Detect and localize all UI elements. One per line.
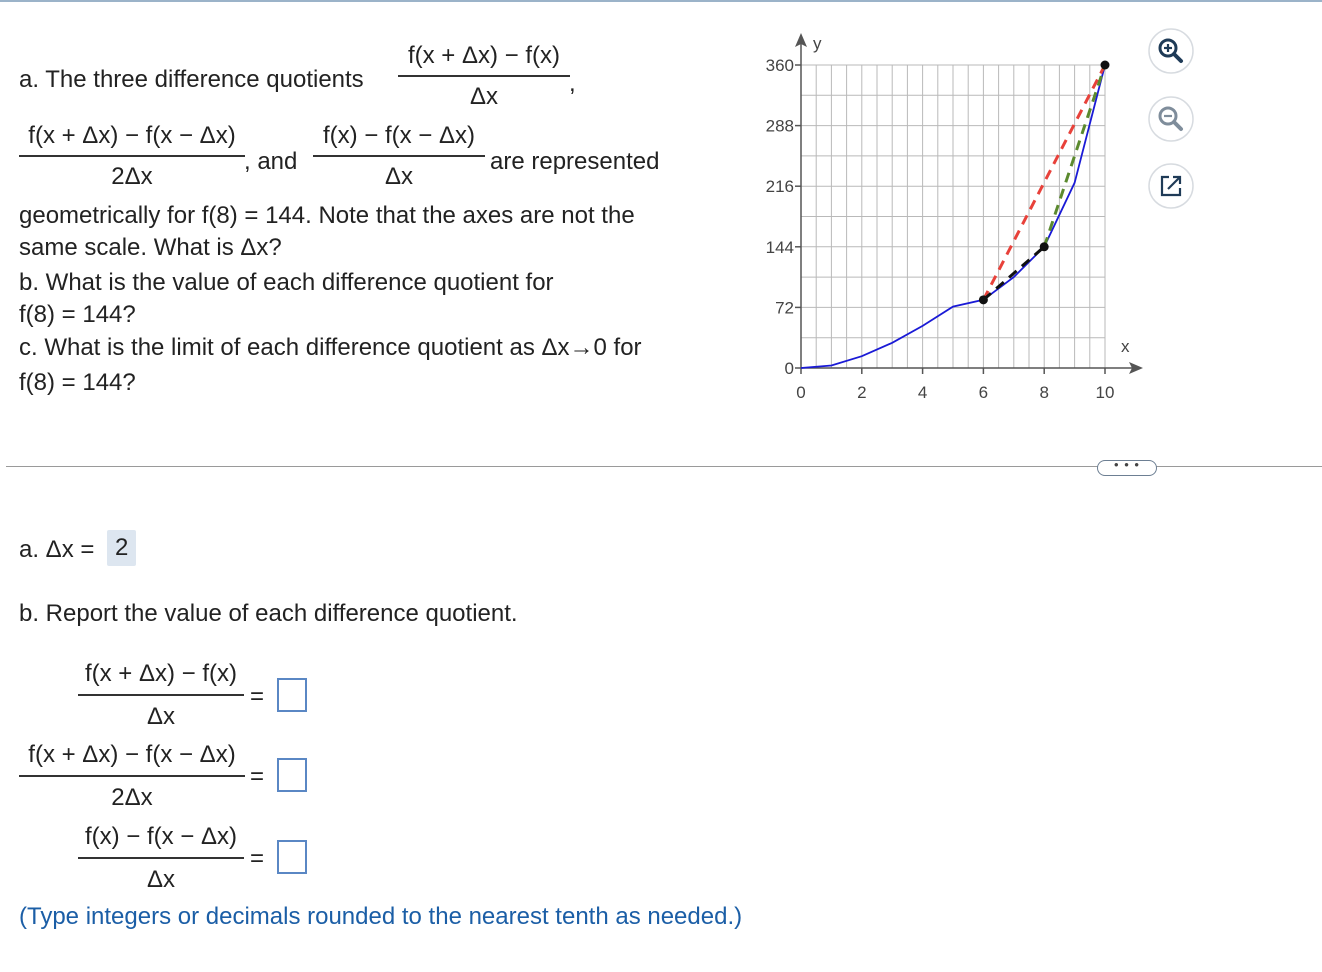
y-tick-label: 216 [765, 177, 794, 197]
difference-quotient-backward [313, 122, 485, 191]
curve-point [1101, 61, 1110, 70]
fraction-denominator: Δx [146, 702, 176, 730]
equals-sign: = [250, 683, 265, 710]
graph-axes [795, 33, 1143, 374]
zoom-out-button[interactable] [1148, 96, 1194, 142]
question-line-5: b. What is the value of each difference quotient for [19, 269, 554, 296]
x-tick-label: 10 [1095, 383, 1115, 402]
y-tick-label: 0 [784, 359, 794, 378]
answer-hint: (Type integers or decimals rounded to the nearest tenth as needed.) [19, 903, 743, 930]
fraction-bar [313, 155, 485, 157]
equals-sign: = [250, 763, 265, 790]
zoom-out-icon [1148, 96, 1194, 142]
fraction-numerator: f(x + Δx) − f(x − Δx) [28, 741, 236, 768]
popout-icon [1148, 163, 1194, 209]
question-line-7: c. What is the limit of each difference quotient as Δx→0 for [19, 334, 642, 361]
answer-input-central[interactable] [277, 758, 307, 792]
y-axis-label: y [813, 34, 822, 53]
fraction-numerator: f(x + Δx) − f(x − Δx) [28, 122, 236, 149]
equals-sign: = [250, 845, 265, 872]
fraction-bar [78, 857, 244, 859]
fraction-numerator: f(x + Δx) − f(x) [84, 660, 238, 687]
answer-b-label: b. Report the value of each difference quotient. [19, 600, 518, 627]
answer-quotient-backward [78, 823, 244, 894]
question-line-8: f(8) = 144? [19, 369, 136, 396]
fraction-denominator: Δx [469, 82, 499, 110]
x-tick-label: 8 [1039, 383, 1049, 402]
fraction-denominator: 2Δx [111, 162, 153, 190]
fraction-bar [398, 75, 570, 77]
x-tick-label: 4 [917, 383, 928, 402]
popout-button[interactable] [1148, 163, 1194, 209]
fraction-denominator: Δx [384, 162, 414, 190]
fraction-denominator: 2Δx [111, 783, 153, 811]
fraction-bar [19, 155, 245, 157]
fraction-denominator: Δx [146, 865, 176, 893]
represented-text: are represented [490, 148, 660, 175]
zoom-in-button[interactable] [1148, 28, 1194, 74]
y-tick-label: 72 [775, 298, 794, 318]
fraction-numerator: f(x) − f(x − Δx) [84, 823, 238, 850]
answer-quotient-forward [78, 660, 244, 731]
question-line-3: geometrically for f(8) = 144. Note that the axes are not the [19, 202, 635, 229]
fraction-numerator: f(x + Δx) − f(x) [407, 42, 561, 69]
comma: , [569, 70, 576, 97]
question-line-4: same scale. What is Δx? [19, 234, 282, 261]
x-axis-label: x [1121, 337, 1130, 356]
more-options-button[interactable]: • • • [1097, 460, 1157, 476]
x-tick-label: 6 [978, 383, 989, 402]
answer-a-label: a. Δx = [19, 536, 95, 563]
x-tick-label: 0 [796, 383, 806, 402]
question-line-6: f(8) = 144? [19, 301, 136, 328]
curve-point [979, 295, 988, 304]
and-text: , and [244, 148, 298, 175]
y-tick-label: 144 [765, 237, 794, 257]
answer-a-value[interactable]: 2 [107, 530, 136, 566]
graph [740, 28, 1150, 410]
fraction-numerator: f(x) − f(x − Δx) [322, 122, 476, 149]
graph-ticks [795, 65, 1105, 374]
zoom-in-icon [1148, 28, 1194, 74]
top-rule [0, 0, 1322, 2]
fraction-bar [19, 775, 245, 777]
y-tick-label: 288 [765, 116, 794, 136]
difference-quotient-central [19, 122, 245, 191]
answer-input-forward[interactable] [277, 678, 307, 712]
curve-point [1040, 242, 1049, 251]
fraction-bar [78, 694, 244, 696]
answer-input-backward[interactable] [277, 840, 307, 874]
difference-quotient-forward [398, 42, 570, 111]
x-tick-label: 2 [857, 383, 867, 402]
question-part-a-prefix: a. The three difference quotients [19, 66, 364, 93]
y-tick-label: 360 [765, 56, 794, 75]
answer-quotient-central [19, 741, 245, 812]
